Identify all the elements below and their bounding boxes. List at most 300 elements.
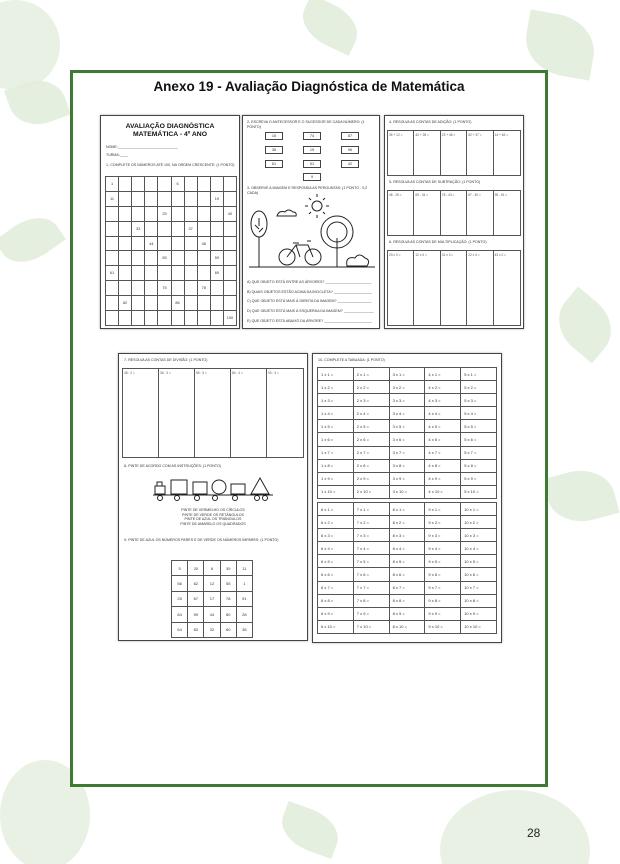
addition-cell: 40 + 28 = (414, 131, 440, 175)
instruction-rectangles: PINTE DE VERDE OS RETÂNGULOS (182, 512, 244, 517)
grid-cell: 33 (132, 222, 145, 237)
times-table-cell: 9 x 3 = (425, 529, 461, 542)
grid-cell (185, 296, 198, 311)
grid-cell (211, 222, 224, 237)
subtraction-cell: 48 - 25 = (388, 191, 414, 235)
assessment-subtitle: MATEMÁTICA - 4º ANO (133, 131, 207, 139)
number-box: 42 (341, 160, 359, 168)
grid-cell (224, 296, 237, 311)
question-3c: C) QUE OBJETO ESTÁ MAIS À DIREITA DA IMAGEM? _________________ (247, 299, 372, 304)
shapes-train-illustration (153, 474, 273, 502)
grid-cell (132, 177, 145, 192)
times-table-1-5 (317, 367, 497, 499)
park-scene-illustration (249, 194, 375, 276)
grid-cell (172, 251, 185, 266)
grid-cell (119, 266, 132, 281)
division-row (122, 368, 304, 458)
addition-row (387, 130, 521, 176)
hundred-grid (105, 176, 237, 326)
grid-cell (132, 237, 145, 252)
times-table-cell: 5 x 2 = (461, 381, 497, 394)
grid-cell (211, 237, 224, 252)
times-table-cell: 10 x 4 = (461, 542, 497, 555)
division-cell: 36 : 3 = (159, 369, 195, 457)
times-table-cell: 3 x 10 = (390, 486, 426, 499)
grid-cell (132, 251, 145, 266)
multiplication-cell: 12 x 4 = (414, 251, 440, 325)
question-8: 8- PINTE DE ACORDO COM AS INSTRUÇÕES: (1 PONTO) (124, 464, 221, 468)
times-table-cell: 5 x 3 = (461, 394, 497, 407)
times-table-cell: 4 x 8 = (425, 460, 461, 473)
grid-cell (172, 266, 185, 281)
grid-cell (198, 266, 211, 281)
times-table-cell: 10 x 8 = (461, 595, 497, 608)
times-table-cell: 1 x 1 = (318, 368, 354, 381)
times-table-cell: 5 x 6 = (461, 433, 497, 446)
parity-cell: 83 (188, 623, 204, 638)
multiplication-cell: 43 x 2 = (494, 253, 507, 257)
times-table-cell: 10 x 5 = (461, 555, 497, 568)
times-table-cell: 2 x 7 = (354, 447, 390, 460)
grid-cell (224, 177, 237, 192)
grid-cell (119, 207, 132, 222)
grid-cell: 25 (158, 207, 171, 222)
grid-cell (198, 207, 211, 222)
times-table-cell: 10 x 1 = (461, 503, 497, 516)
parity-cell: 32 (204, 623, 220, 638)
grid-cell: 59 (211, 251, 224, 266)
times-table-cell: 8 x 7 = (390, 582, 426, 595)
sun-icon (312, 201, 322, 211)
parity-cell: 59 (188, 607, 204, 622)
instruction-squares: PINTE DE AMARELO OS QUADRADOS (180, 522, 246, 527)
grid-cell (185, 251, 198, 266)
times-table-cell: 3 x 3 = (390, 394, 426, 407)
grid-cell (158, 222, 171, 237)
times-table-cell: 4 x 4 = (425, 407, 461, 420)
subtraction-cell: 69 - 34 = (414, 191, 440, 235)
times-table-cell: 3 x 4 = (390, 407, 426, 420)
coloring-instructions (119, 508, 307, 527)
times-table-cell: 1 x 4 = (318, 407, 354, 420)
times-table-cell: 1 x 6 = (318, 433, 354, 446)
times-table-cell: 10 x 9 = (461, 608, 497, 621)
grid-cell (211, 177, 224, 192)
assessment-title: AVALIAÇÃO DIAGNÓSTICA (125, 123, 215, 130)
times-table-cell: 6 x 4 = (318, 542, 354, 555)
times-table-cell: 8 x 1 = (390, 503, 426, 516)
grid-cell (198, 222, 211, 237)
times-table-cell: 3 x 7 = (390, 447, 426, 460)
subtraction-row (387, 190, 521, 236)
times-table-cell: 5 x 5 = (461, 420, 497, 433)
grid-cell (132, 311, 145, 326)
times-table-cell: 5 x 8 = (461, 460, 497, 473)
division-cell: 48 : 2 = (123, 369, 159, 457)
grid-cell (185, 207, 198, 222)
times-table-cell: 3 x 6 = (390, 433, 426, 446)
grid-cell: 1 (106, 177, 119, 192)
parity-cell: 5 (172, 561, 188, 576)
times-table-cell: 9 x 6 = (425, 568, 461, 581)
question-7: 7- RESOLVA AS CONTAS DE DIVISÃO: (1 PONTO) (124, 358, 208, 362)
times-table-cell: 10 x 3 = (461, 529, 497, 542)
grid-cell (158, 311, 171, 326)
leaf-decoration (294, 0, 365, 56)
times-table-cell: 8 x 4 = (390, 542, 426, 555)
document-frame (70, 70, 548, 787)
times-table-cell: 9 x 9 = (425, 608, 461, 621)
times-table-cell: 8 x 10 = (390, 621, 426, 634)
times-table-cell: 5 x 9 = (461, 473, 497, 486)
grid-cell (198, 192, 211, 207)
parity-cell: 36 (237, 623, 253, 638)
leaf-decoration (542, 462, 619, 529)
parity-cell: 78 (221, 592, 237, 607)
grid-cell (145, 177, 158, 192)
times-table-cell: 9 x 10 = (425, 621, 461, 634)
grid-cell (132, 192, 145, 207)
parity-cell: 67 (188, 592, 204, 607)
multiplication-cell: 22 x 4 = (467, 251, 493, 325)
grid-cell (172, 311, 185, 326)
grid-cell (145, 311, 158, 326)
number-box: 61 (265, 160, 283, 168)
sheet-division-shapes-parity (118, 353, 308, 641)
grid-cell (224, 237, 237, 252)
sheet-assessment-cover (100, 115, 240, 329)
times-table-cell: 9 x 7 = (425, 582, 461, 595)
grid-cell (106, 222, 119, 237)
times-table-cell: 9 x 8 = (425, 595, 461, 608)
times-table-cell: 5 x 4 = (461, 407, 497, 420)
parity-cell: 25 (172, 592, 188, 607)
grid-cell: 82 (119, 296, 132, 311)
times-table-cell: 1 x 5 = (318, 420, 354, 433)
number-box: 9 (303, 173, 321, 181)
bush-icon (347, 255, 369, 266)
question-4: 4- RESOLVA AS CONTAS DE ADIÇÃO: (1 PONTO) (389, 120, 472, 124)
times-table-cell: 6 x 7 = (318, 582, 354, 595)
question-5: 5- RESOLVA AS CONTAS DE SUBTRAÇÃO: (1 PONTO) (389, 180, 481, 184)
times-table-cell: 9 x 4 = (425, 542, 461, 555)
times-table-cell: 7 x 2 = (354, 516, 390, 529)
grid-cell (132, 281, 145, 296)
grid-cell (198, 296, 211, 311)
division-cell: 84 : 4 = (231, 369, 267, 457)
question-3d: D) QUE OBJETO ESTÁ MAIS À ESQUERDA DA IMAGEM? _______________ (247, 309, 374, 314)
grid-cell (224, 281, 237, 296)
times-table-cell: 2 x 3 = (354, 394, 390, 407)
question-3e: E) QUE OBJETO ESTÁ ABAIXO DA ÁRVORE? ________________________ (247, 318, 373, 323)
times-table-cell: 7 x 7 = (354, 582, 390, 595)
leaf-decoration (275, 801, 345, 859)
instruction-circles: PINTE DE VERMELHO OS CÍRCULOS (181, 508, 245, 512)
grid-cell (172, 237, 185, 252)
grid-cell (145, 266, 158, 281)
times-table-cell: 1 x 2 = (318, 381, 354, 394)
times-table-cell: 8 x 5 = (390, 555, 426, 568)
grid-cell (211, 207, 224, 222)
times-table-cell: 7 x 4 = (354, 542, 390, 555)
times-table-cell: 8 x 2 = (390, 516, 426, 529)
parity-cell: 17 (204, 592, 220, 607)
grid-cell (211, 296, 224, 311)
times-table-6-10 (317, 502, 497, 634)
times-table-cell: 4 x 9 = (425, 473, 461, 486)
times-table-cell: 2 x 4 = (354, 407, 390, 420)
grid-cell (198, 311, 211, 326)
question-3: 3- OBSERVE A IMAGEM E RESPONDA AS PERGUNTAS: (1 PONTO - 0,2 CADA) (247, 186, 368, 195)
grid-cell (119, 177, 132, 192)
times-table-cell: 10 x 2 = (461, 516, 497, 529)
page-title: Anexo 19 - Avaliação Diagnóstica de Matemática (153, 79, 465, 94)
grid-cell (158, 266, 171, 281)
grid-cell: 11 (106, 192, 119, 207)
parity-cell: 60 (221, 623, 237, 638)
question-10: 10- COMPLETE A TABUADA: (1 PONTO) (318, 358, 385, 362)
addition-cell: 35 + 12 = (388, 131, 414, 175)
multiplication-cell: 31 x 3 = (441, 251, 467, 325)
parity-cell: 28 (237, 607, 253, 622)
parity-cell: 39 (221, 561, 237, 576)
grid-cell (211, 311, 224, 326)
grid-cell (185, 311, 198, 326)
times-table-cell: 4 x 10 = (425, 486, 461, 499)
name-line: NOME:______________________________ (106, 144, 178, 149)
question-6: 6- RESOLVA AS CONTAS DE MULTIPLICAÇÃO: (1 PONTO) (389, 240, 487, 244)
grid-cell (172, 281, 185, 296)
times-table-cell: 4 x 1 = (425, 368, 461, 381)
times-table-cell: 2 x 5 = (354, 420, 390, 433)
times-table-cell: 3 x 5 = (390, 420, 426, 433)
times-table-cell: 6 x 1 = (318, 503, 354, 516)
grid-cell (106, 281, 119, 296)
times-table-cell: 7 x 1 = (354, 503, 390, 516)
grid-cell: 44 (145, 237, 158, 252)
addition-cell: 52 + 37 = (467, 131, 493, 175)
times-table-cell: 5 x 1 = (461, 368, 497, 381)
grid-cell: 40 (224, 207, 237, 222)
times-table-cell: 4 x 6 = (425, 433, 461, 446)
grid-cell (145, 222, 158, 237)
page-number: 28 (527, 826, 541, 840)
subtraction-cell: 87 - 52 = (467, 191, 493, 235)
class-line: TURMA:____ (106, 152, 128, 157)
grid-cell: 61 (106, 266, 119, 281)
parity-cell: 62 (188, 576, 204, 591)
times-table-cell: 2 x 10 = (354, 486, 390, 499)
division-cell: 93 : 3 = (268, 371, 279, 375)
grid-cell (224, 192, 237, 207)
grid-cell (106, 207, 119, 222)
parity-cell: 91 (237, 592, 253, 607)
times-table-cell: 9 x 1 = (425, 503, 461, 516)
addition-cell: 23 + 46 = (441, 131, 467, 175)
number-box: 96 (341, 146, 359, 154)
sheet-operations (384, 115, 524, 329)
times-table-cell: 7 x 3 = (354, 529, 390, 542)
times-table-cell: 2 x 9 = (354, 473, 390, 486)
grid-cell (132, 207, 145, 222)
grid-cell (119, 192, 132, 207)
grid-cell (119, 251, 132, 266)
times-table-cell: 10 x 7 = (461, 582, 497, 595)
grid-cell: 78 (198, 281, 211, 296)
grid-cell (224, 266, 237, 281)
sheet-multiplication-table (312, 353, 502, 643)
times-table-cell: 7 x 6 = (354, 568, 390, 581)
times-table-cell: 1 x 10 = (318, 486, 354, 499)
times-table-cell: 1 x 8 = (318, 460, 354, 473)
grid-cell (198, 177, 211, 192)
times-table-cell: 6 x 6 = (318, 568, 354, 581)
times-table-cell: 3 x 2 = (390, 381, 426, 394)
grid-cell (172, 192, 185, 207)
grid-cell (158, 192, 171, 207)
questions-list (247, 280, 377, 323)
times-table-cell: 3 x 8 = (390, 460, 426, 473)
grid-cell (132, 266, 145, 281)
times-table-cell: 6 x 3 = (318, 529, 354, 542)
grid-cell (119, 311, 132, 326)
division-cell: 55 : 5 = (195, 369, 231, 457)
grid-cell (145, 207, 158, 222)
question-3b: B) QUAIS OBJETOS ESTÃO ACIMA DA BICICLETA? ___________________ (247, 289, 372, 294)
times-table-cell: 10 x 10 = (461, 621, 497, 634)
times-table-cell: 8 x 3 = (390, 529, 426, 542)
times-table-cell: 6 x 5 = (318, 555, 354, 568)
grid-cell (198, 251, 211, 266)
grid-cell (211, 281, 224, 296)
grid-cell (172, 207, 185, 222)
parity-cell: 6 (204, 561, 220, 576)
grid-cell (145, 281, 158, 296)
number-box: 87 (341, 132, 359, 140)
instruction-triangles: PINTE DE AZUL OS TRIÂNGULOS (184, 517, 242, 522)
times-table-cell: 5 x 7 = (461, 447, 497, 460)
grid-cell (145, 296, 158, 311)
times-table-cell: 4 x 2 = (425, 381, 461, 394)
grid-cell: 37 (185, 222, 198, 237)
grid-cell (106, 311, 119, 326)
times-table-cell: 6 x 9 = (318, 608, 354, 621)
grid-cell (106, 296, 119, 311)
times-table-cell: 5 x 10 = (461, 486, 497, 499)
number-box: 15 (265, 132, 283, 140)
parity-cell: 12 (204, 576, 220, 591)
grid-cell (185, 192, 198, 207)
times-table-cell: 8 x 6 = (390, 568, 426, 581)
grid-cell (158, 237, 171, 252)
times-table-cell: 6 x 8 = (318, 595, 354, 608)
question-3a: A) QUE OBJETO ESTÁ ENTRE AS ÁRVORES? _______________________ (247, 280, 372, 284)
times-table-cell: 9 x 2 = (425, 516, 461, 529)
times-table-cell: 2 x 8 = (354, 460, 390, 473)
circle-decoration (440, 790, 590, 864)
times-table-cell: 7 x 10 = (354, 621, 390, 634)
number-box: 74 (303, 132, 321, 140)
number-box: 36 (265, 146, 283, 154)
grid-cell (185, 177, 198, 192)
parity-grid (171, 560, 253, 638)
cloud-icon (277, 210, 296, 216)
times-table-cell: 3 x 1 = (390, 368, 426, 381)
times-table-cell: 2 x 6 = (354, 433, 390, 446)
times-table-cell: 8 x 9 = (390, 608, 426, 621)
grid-cell: 48 (198, 237, 211, 252)
multiplication-row (387, 250, 521, 326)
grid-cell: 75 (158, 281, 171, 296)
grid-cell: 19 (211, 192, 224, 207)
times-table-cell: 9 x 5 = (425, 555, 461, 568)
times-table-cell: 10 x 6 = (461, 568, 497, 581)
times-table-cell: 4 x 5 = (425, 420, 461, 433)
parity-cell: 44 (204, 607, 220, 622)
question-1: 1- COMPLETE OS NÚMEROS ATÉ 100, NA ORDEM CRESCENTE: (1 PONTO) (106, 163, 235, 168)
question-2: 2- ESCREVA O ANTECESSOR E O SUCESSOR DE CADA NÚMERO: (1 PONTO) (247, 120, 365, 129)
grid-cell: 6 (172, 177, 185, 192)
grid-cell (224, 222, 237, 237)
grid-cell (106, 251, 119, 266)
times-table-cell: 6 x 2 = (318, 516, 354, 529)
sheet-predecessor-successor (242, 115, 380, 329)
grid-cell: 100 (224, 311, 237, 326)
times-table-cell: 4 x 7 = (425, 447, 461, 460)
times-table-cell: 7 x 9 = (354, 608, 390, 621)
times-table-cell: 1 x 7 = (318, 447, 354, 460)
circle-decoration (0, 0, 60, 90)
times-table-cell: 2 x 2 = (354, 381, 390, 394)
grid-cell (119, 222, 132, 237)
times-table-cell: 1 x 9 = (318, 473, 354, 486)
parity-cell: 84 (172, 607, 188, 622)
grid-cell (224, 251, 237, 266)
parity-cell: 20 (188, 561, 204, 576)
grid-cell (185, 237, 198, 252)
addition-cell: 14 + 63 = (494, 133, 509, 137)
grid-cell (172, 222, 185, 237)
number-box: 51 (303, 160, 321, 168)
times-table-cell: 8 x 8 = (390, 595, 426, 608)
times-table-cell: 7 x 8 = (354, 595, 390, 608)
parity-cell: 1 (237, 576, 253, 591)
grid-cell (106, 237, 119, 252)
grid-cell: 55 (158, 251, 171, 266)
times-table-cell: 1 x 3 = (318, 394, 354, 407)
grid-cell (185, 266, 198, 281)
question-9: 9- PINTE DE AZUL OS NÚMEROS PARES E DE VERDE OS NÚMEROS ÍMPARES: (1 PONTO) (124, 538, 279, 542)
times-table-cell: 2 x 1 = (354, 368, 390, 381)
grid-cell (158, 296, 171, 311)
grid-cell (145, 251, 158, 266)
subtraction-cell: 95 - 61 = (494, 193, 508, 197)
parity-cell: 55 (221, 576, 237, 591)
grid-cell: 86 (172, 296, 185, 311)
times-table-cell: 7 x 5 = (354, 555, 390, 568)
grid-cell (145, 192, 158, 207)
leaf-decoration (0, 206, 66, 273)
leaf-decoration (546, 287, 620, 364)
grid-cell (185, 281, 198, 296)
parity-cell: 64 (172, 623, 188, 638)
parity-cell: 56 (172, 576, 188, 591)
grid-cell (119, 237, 132, 252)
number-box: 19 (303, 146, 321, 154)
parity-cell: 80 (221, 607, 237, 622)
subtraction-cell: 78 - 43 = (441, 191, 467, 235)
times-table-cell: 6 x 10 = (318, 621, 354, 634)
